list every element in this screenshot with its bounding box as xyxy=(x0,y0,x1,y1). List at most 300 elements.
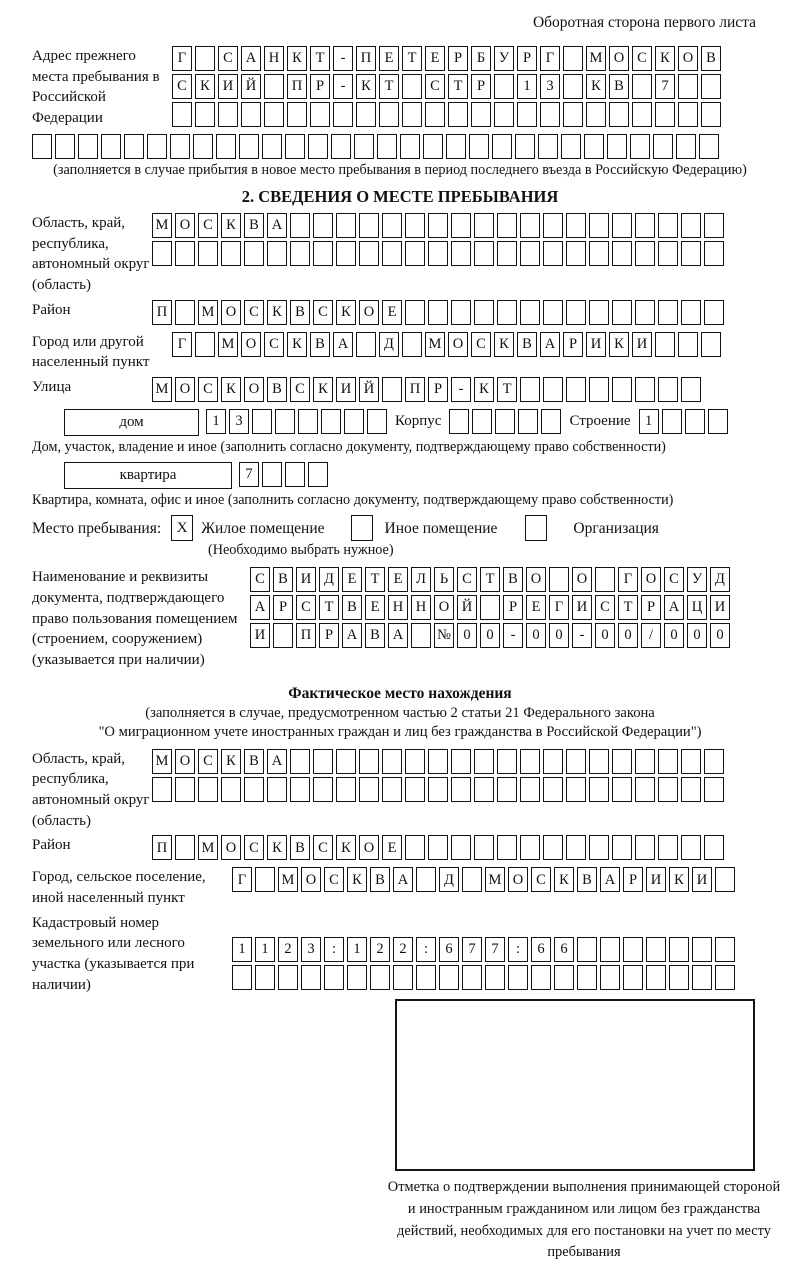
char-box xyxy=(600,965,620,990)
city-row xyxy=(172,332,721,357)
document-block xyxy=(32,567,768,670)
char-box: К xyxy=(554,867,574,892)
cadastral-row-1 xyxy=(232,937,735,962)
char-box: 7 xyxy=(462,937,482,962)
char-box xyxy=(446,134,466,159)
char-box: А xyxy=(267,213,287,238)
char-box xyxy=(331,134,351,159)
char-box xyxy=(239,134,259,159)
char-box xyxy=(538,134,558,159)
char-box: В xyxy=(342,595,362,620)
char-box xyxy=(715,965,735,990)
char-box xyxy=(658,241,678,266)
char-box xyxy=(635,749,655,774)
char-box xyxy=(267,241,287,266)
char-box: 1 xyxy=(347,937,367,962)
char-box: О xyxy=(641,567,661,592)
char-box xyxy=(285,134,305,159)
char-box xyxy=(495,409,515,434)
char-box xyxy=(290,777,310,802)
section3-subtitle-2: "О миграционном учете иностранных граждан и лиц без гражданства в Российской Федерации") xyxy=(98,723,702,740)
char-box xyxy=(382,241,402,266)
char-box xyxy=(405,777,425,802)
char-box xyxy=(333,102,353,127)
char-box: А xyxy=(393,867,413,892)
char-box: У xyxy=(687,567,707,592)
char-box xyxy=(474,213,494,238)
char-box xyxy=(563,46,583,71)
char-box: Й xyxy=(359,377,379,402)
char-box xyxy=(336,213,356,238)
char-box xyxy=(566,749,586,774)
char-box xyxy=(382,777,402,802)
char-box xyxy=(423,134,443,159)
char-box xyxy=(152,777,172,802)
char-box xyxy=(515,134,535,159)
char-box xyxy=(518,409,538,434)
char-box: Д xyxy=(710,567,730,592)
district2-row xyxy=(152,835,724,860)
char-box xyxy=(195,102,215,127)
char-box xyxy=(321,409,341,434)
char-box xyxy=(566,213,586,238)
char-box: М xyxy=(152,213,172,238)
char-box: В xyxy=(365,623,385,648)
document-grid xyxy=(250,567,730,651)
char-box xyxy=(336,777,356,802)
char-box: О xyxy=(508,867,528,892)
apartment-row xyxy=(64,462,768,490)
char-box xyxy=(577,965,597,990)
char-box xyxy=(612,300,632,325)
char-box xyxy=(301,965,321,990)
char-box xyxy=(273,623,293,648)
char-box xyxy=(405,835,425,860)
char-box xyxy=(554,965,574,990)
city-label: Город или другой населенный пункт xyxy=(32,333,150,371)
char-box: О xyxy=(221,835,241,860)
char-box xyxy=(543,213,563,238)
stamp-caption: Отметка о подтверждении выполнения принимающей стороной и иностранным гражданином или лицом без гражданства действий, необходимых для его постановки на учет по месту пребывания xyxy=(387,1179,781,1261)
char-box xyxy=(549,567,569,592)
char-box: О xyxy=(448,332,468,357)
char-box xyxy=(685,409,705,434)
stroenie-label: Строение xyxy=(569,413,631,430)
char-box: 0 xyxy=(687,623,707,648)
char-box xyxy=(428,300,448,325)
char-box: П xyxy=(152,300,172,325)
char-box: Й xyxy=(241,74,261,99)
char-box xyxy=(612,377,632,402)
house-number-cells xyxy=(206,409,387,434)
document-row-2 xyxy=(250,595,730,620)
char-box: 0 xyxy=(710,623,730,648)
district-row xyxy=(152,300,724,325)
char-box xyxy=(382,213,402,238)
char-box: Й xyxy=(457,595,477,620)
char-box xyxy=(658,213,678,238)
char-box: Д xyxy=(379,332,399,357)
char-box xyxy=(708,409,728,434)
char-box xyxy=(471,102,491,127)
char-box xyxy=(405,749,425,774)
char-box xyxy=(704,777,724,802)
char-box: В xyxy=(244,213,264,238)
char-box xyxy=(701,74,721,99)
previous-address-row-2 xyxy=(172,74,721,99)
char-box xyxy=(428,213,448,238)
char-box: Ь xyxy=(434,567,454,592)
char-box: М xyxy=(586,46,606,71)
char-box: Т xyxy=(497,377,517,402)
char-box xyxy=(566,241,586,266)
char-box xyxy=(175,300,195,325)
char-box: С xyxy=(471,332,491,357)
char-box xyxy=(566,777,586,802)
char-box xyxy=(589,777,609,802)
char-box: К xyxy=(347,867,367,892)
char-box: С xyxy=(313,835,333,860)
char-box xyxy=(520,377,540,402)
char-box: С xyxy=(244,835,264,860)
house-type-box: дом xyxy=(64,409,199,436)
char-box xyxy=(497,241,517,266)
char-box: 0 xyxy=(664,623,684,648)
char-box xyxy=(658,377,678,402)
char-box xyxy=(402,74,422,99)
char-box xyxy=(393,965,413,990)
char-box: С xyxy=(198,377,218,402)
char-box xyxy=(198,241,218,266)
char-box: А xyxy=(600,867,620,892)
char-box: Е xyxy=(342,567,362,592)
char-box xyxy=(377,134,397,159)
char-box: Н xyxy=(388,595,408,620)
char-box: Т xyxy=(402,46,422,71)
char-box xyxy=(170,134,190,159)
char-box: П xyxy=(296,623,316,648)
char-box xyxy=(32,134,52,159)
char-box: С xyxy=(425,74,445,99)
char-box xyxy=(646,937,666,962)
char-box: 6 xyxy=(531,937,551,962)
char-box: С xyxy=(595,595,615,620)
char-box xyxy=(244,777,264,802)
char-box xyxy=(543,749,563,774)
char-box xyxy=(584,134,604,159)
char-box: 0 xyxy=(480,623,500,648)
char-box xyxy=(531,965,551,990)
char-box xyxy=(175,835,195,860)
char-box xyxy=(313,777,333,802)
char-box xyxy=(267,777,287,802)
char-box xyxy=(653,134,673,159)
char-box xyxy=(543,377,563,402)
char-box: А xyxy=(664,595,684,620)
char-box: К xyxy=(494,332,514,357)
char-box xyxy=(480,595,500,620)
previous-address-row-3 xyxy=(172,102,721,127)
char-box: Р xyxy=(310,74,330,99)
char-box xyxy=(630,134,650,159)
char-box: Р xyxy=(319,623,339,648)
char-box xyxy=(676,134,696,159)
char-box xyxy=(635,241,655,266)
char-box xyxy=(216,134,236,159)
char-box xyxy=(563,102,583,127)
char-box: И xyxy=(710,595,730,620)
residential-checkbox: X xyxy=(171,515,193,541)
char-box xyxy=(287,102,307,127)
char-box xyxy=(623,937,643,962)
char-box: 3 xyxy=(229,409,249,434)
char-box xyxy=(264,102,284,127)
region-grid xyxy=(152,213,724,269)
char-box: К xyxy=(586,74,606,99)
char-box: 2 xyxy=(278,937,298,962)
char-box xyxy=(275,409,295,434)
char-box xyxy=(262,462,282,487)
char-box: К xyxy=(669,867,689,892)
char-box: Е xyxy=(365,595,385,620)
char-box: : xyxy=(324,937,344,962)
char-box: Г xyxy=(172,46,192,71)
char-box: О xyxy=(221,300,241,325)
section3-subtitle-1: (заполняется в случае, предусмотренном частью 2 статьи 21 Федерального закона xyxy=(145,704,655,721)
char-box xyxy=(662,409,682,434)
char-box: Т xyxy=(310,46,330,71)
korpus-label: Корпус xyxy=(395,413,442,430)
city2-label: Город, сельское поселение, иной населенный пункт xyxy=(32,869,206,906)
char-box: 3 xyxy=(540,74,560,99)
char-box: К xyxy=(221,213,241,238)
char-box: Е xyxy=(379,46,399,71)
house-caption: Дом, участок, владение и иное (заполнить согласно документу, подтверждающему право собственности) xyxy=(32,439,666,456)
char-box xyxy=(382,377,402,402)
char-box: Г xyxy=(232,867,252,892)
char-box xyxy=(359,241,379,266)
char-box xyxy=(241,102,261,127)
char-box xyxy=(474,300,494,325)
char-box: К xyxy=(221,377,241,402)
char-box: С xyxy=(632,46,652,71)
char-box xyxy=(655,102,675,127)
char-box: С xyxy=(664,567,684,592)
char-box xyxy=(290,241,310,266)
region2-grid xyxy=(152,749,724,805)
previous-address-row-1 xyxy=(172,46,721,71)
char-box: К xyxy=(356,74,376,99)
char-box xyxy=(411,623,431,648)
char-box xyxy=(308,462,328,487)
char-box xyxy=(589,835,609,860)
char-box xyxy=(400,134,420,159)
document-row-1 xyxy=(250,567,730,592)
char-box: В xyxy=(701,46,721,71)
section2-title: 2. СВЕДЕНИЯ О МЕСТЕ ПРЕБЫВАНИЯ xyxy=(241,187,559,206)
char-box xyxy=(278,965,298,990)
char-box: 1 xyxy=(232,937,252,962)
char-box: С xyxy=(218,46,238,71)
char-box xyxy=(635,213,655,238)
char-box xyxy=(678,332,698,357)
char-box xyxy=(543,241,563,266)
char-box xyxy=(704,300,724,325)
char-box xyxy=(359,213,379,238)
char-box xyxy=(543,300,563,325)
district-block xyxy=(32,300,768,328)
char-box xyxy=(367,409,387,434)
char-box xyxy=(658,300,678,325)
char-box: К xyxy=(609,332,629,357)
char-box xyxy=(285,462,305,487)
char-box: Т xyxy=(379,74,399,99)
char-box: - xyxy=(503,623,523,648)
char-box xyxy=(428,749,448,774)
district2-block xyxy=(32,835,768,863)
char-box: / xyxy=(641,623,661,648)
region-label: Область, край, республика, автономный округ (область) xyxy=(32,215,150,294)
char-box xyxy=(494,102,514,127)
char-box xyxy=(508,965,528,990)
street-block xyxy=(32,377,768,405)
char-box xyxy=(469,134,489,159)
char-box: : xyxy=(416,937,436,962)
char-box: Е xyxy=(388,567,408,592)
char-box xyxy=(370,965,390,990)
confirmation-stamp-box xyxy=(395,999,755,1171)
char-box xyxy=(681,777,701,802)
char-box: В xyxy=(290,300,310,325)
document-row-3 xyxy=(250,623,730,648)
char-box: П xyxy=(356,46,376,71)
char-box xyxy=(359,749,379,774)
char-box: О xyxy=(241,332,261,357)
char-box: С xyxy=(244,300,264,325)
char-box: О xyxy=(244,377,264,402)
char-box xyxy=(405,241,425,266)
char-box xyxy=(681,377,701,402)
char-box: Г xyxy=(618,567,638,592)
char-box: О xyxy=(175,749,195,774)
char-box: М xyxy=(218,332,238,357)
char-box xyxy=(681,241,701,266)
char-box: К xyxy=(287,332,307,357)
char-box xyxy=(354,134,374,159)
char-box: Р xyxy=(448,46,468,71)
char-box: О xyxy=(175,213,195,238)
char-box xyxy=(632,74,652,99)
char-box xyxy=(492,134,512,159)
char-box: С xyxy=(296,595,316,620)
char-box xyxy=(485,965,505,990)
char-box: К xyxy=(221,749,241,774)
char-box: С xyxy=(250,567,270,592)
char-box: 7 xyxy=(655,74,675,99)
char-box xyxy=(462,867,482,892)
char-box xyxy=(416,965,436,990)
char-box xyxy=(494,74,514,99)
char-box: А xyxy=(342,623,362,648)
char-box: В xyxy=(370,867,390,892)
char-box xyxy=(298,409,318,434)
char-box: Р xyxy=(623,867,643,892)
char-box xyxy=(497,213,517,238)
char-box xyxy=(646,965,666,990)
char-box xyxy=(218,102,238,127)
char-box: К xyxy=(336,835,356,860)
char-box xyxy=(405,213,425,238)
char-box: 7 xyxy=(485,937,505,962)
char-box xyxy=(255,867,275,892)
char-box: 1 xyxy=(517,74,537,99)
char-box: С xyxy=(457,567,477,592)
char-box: Н xyxy=(264,46,284,71)
char-box: 0 xyxy=(526,623,546,648)
char-box: Р xyxy=(273,595,293,620)
street-label: Улица xyxy=(32,379,72,396)
char-box xyxy=(635,300,655,325)
apartment-caption: Квартира, комната, офис и иное (заполнить согласно документу, подтверждающему право собственности) xyxy=(32,492,674,509)
char-box xyxy=(681,300,701,325)
char-box xyxy=(55,134,75,159)
char-box: И xyxy=(692,867,712,892)
stay-place-row xyxy=(32,515,768,542)
other-premises-label: Иное помещение xyxy=(384,520,498,538)
char-box: Г xyxy=(540,46,560,71)
char-box xyxy=(497,300,517,325)
char-box: В xyxy=(503,567,523,592)
char-box: Р xyxy=(471,74,491,99)
char-box xyxy=(612,241,632,266)
char-box xyxy=(566,300,586,325)
residential-label: Жилое помещение xyxy=(201,520,325,538)
char-box: В xyxy=(310,332,330,357)
char-box xyxy=(589,300,609,325)
cadastral-label: Кадастровый номер земельного или лесного участка (указывается при наличии) xyxy=(32,914,195,993)
char-box xyxy=(448,102,468,127)
char-box xyxy=(462,965,482,990)
char-box: 0 xyxy=(457,623,477,648)
region2-label: Область, край, республика, автономный округ (область) xyxy=(32,750,150,829)
char-box: А xyxy=(241,46,261,71)
char-box: Т xyxy=(480,567,500,592)
char-box xyxy=(704,749,724,774)
char-box xyxy=(336,749,356,774)
char-box xyxy=(520,835,540,860)
char-box xyxy=(497,777,517,802)
city2-block xyxy=(32,867,768,908)
char-box: Н xyxy=(411,595,431,620)
char-box: Р xyxy=(641,595,661,620)
char-box: О xyxy=(678,46,698,71)
cadastral-row-2 xyxy=(232,965,735,990)
char-box: Е xyxy=(425,46,445,71)
char-box xyxy=(172,102,192,127)
char-box xyxy=(195,332,215,357)
region-block xyxy=(32,213,768,296)
char-box xyxy=(416,867,436,892)
char-box: 1 xyxy=(255,937,275,962)
char-box xyxy=(612,777,632,802)
char-box: В xyxy=(267,377,287,402)
region2-row-1 xyxy=(152,749,724,774)
char-box xyxy=(472,409,492,434)
char-box xyxy=(451,777,471,802)
char-box: 0 xyxy=(549,623,569,648)
char-box: С xyxy=(324,867,344,892)
char-box: Л xyxy=(411,567,431,592)
